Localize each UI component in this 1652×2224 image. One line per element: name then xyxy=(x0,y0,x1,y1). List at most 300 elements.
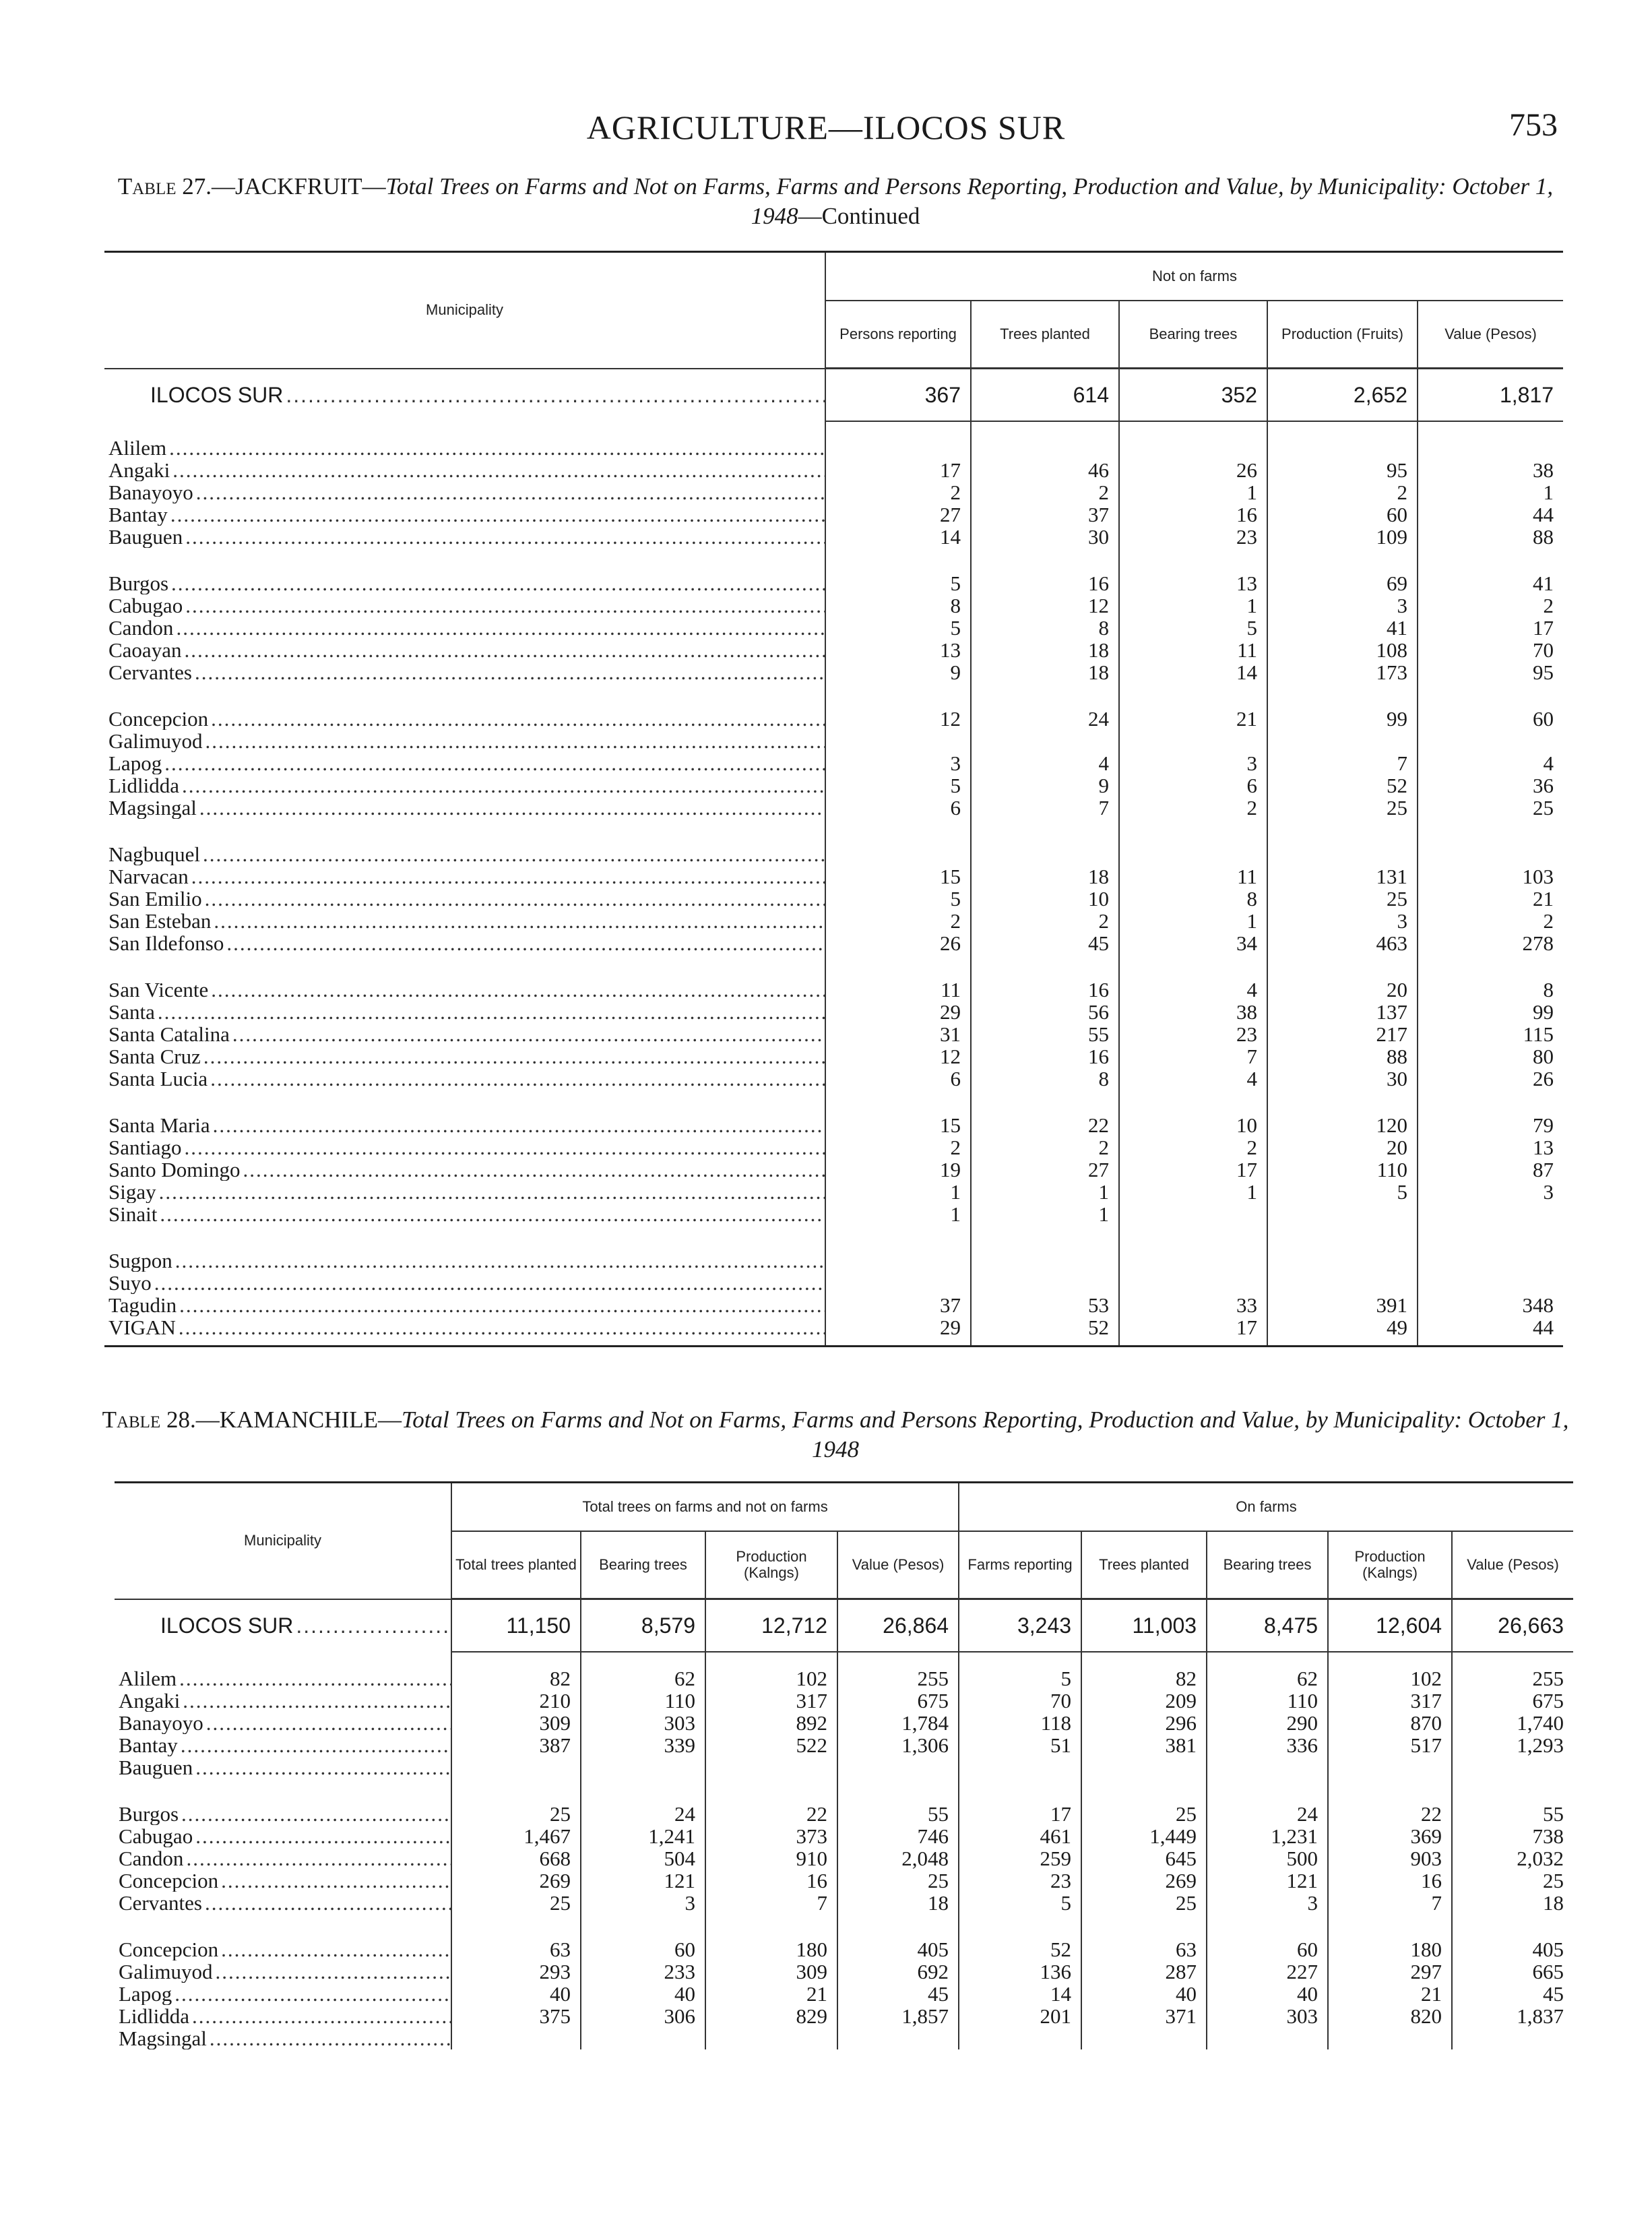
table-row xyxy=(104,708,1563,730)
table28-cell: 5 xyxy=(959,1892,1081,1914)
table28-column-header: Trees planted xyxy=(1081,1531,1207,1599)
table28-cell: 110 xyxy=(1207,1690,1328,1712)
table-row xyxy=(104,797,1563,819)
table28-cell: 1,857 xyxy=(837,2005,959,2027)
table27-cell: 5 xyxy=(825,572,971,594)
table-row xyxy=(104,594,1563,617)
table27-cell: 8 xyxy=(1119,888,1267,910)
table28-cell: 210 xyxy=(451,1690,581,1712)
table27-cell: 37 xyxy=(971,503,1119,526)
table27-cell: 103 xyxy=(1418,865,1563,888)
table28-cell: 25 xyxy=(1081,1892,1207,1914)
table28-cell: 180 xyxy=(705,1938,837,1960)
table28-cell: 297 xyxy=(1328,1960,1452,1983)
table27-cell: 45 xyxy=(971,932,1119,954)
table28-cell: 18 xyxy=(837,1892,959,1914)
table27-cell: 18 xyxy=(971,865,1119,888)
table27-cell xyxy=(1418,843,1563,865)
table28-cell: 309 xyxy=(451,1712,581,1734)
table28-cell: 2,048 xyxy=(837,1847,959,1870)
table28-cell: 24 xyxy=(1207,1803,1328,1825)
table28-cell: 102 xyxy=(1328,1667,1452,1690)
table27-cell: 49 xyxy=(1267,1316,1418,1338)
table28-cell: 309 xyxy=(705,1960,837,1983)
municipality-name: Concepcion ..... xyxy=(115,1938,451,1960)
table28-cell: 26,864 xyxy=(837,1599,959,1652)
table-row xyxy=(104,843,1563,865)
table28-cell xyxy=(959,1756,1081,1779)
table28-cell: 40 xyxy=(1207,1983,1328,2005)
table28-cell: 255 xyxy=(837,1667,959,1690)
table-row xyxy=(104,730,1563,752)
table27-cell xyxy=(1267,843,1418,865)
table27-cell xyxy=(1267,437,1418,459)
table28-cell: 60 xyxy=(1207,1938,1328,1960)
table27-cell: 26 xyxy=(1119,459,1267,481)
table28-cell: 504 xyxy=(581,1847,705,1870)
table28-cell: 522 xyxy=(705,1734,837,1756)
table27-cell xyxy=(1119,1272,1267,1294)
table28-cell: 11,150 xyxy=(451,1599,581,1652)
table28-cell: 102 xyxy=(705,1667,837,1690)
table-row xyxy=(104,865,1563,888)
table27-cell: 348 xyxy=(1418,1294,1563,1316)
table28-cell: 1,306 xyxy=(837,1734,959,1756)
table28-cell xyxy=(837,2027,959,2049)
table28-cell: 1,740 xyxy=(1452,1712,1573,1734)
municipality-name: Magsingal ..... xyxy=(115,2027,451,2049)
table27-cell: 1 xyxy=(971,1181,1119,1203)
table27-cell: 17 xyxy=(1418,617,1563,639)
table28-caption-lead: Table 28.—KAMANCHILE— xyxy=(102,1407,402,1433)
table27-cell: 30 xyxy=(971,526,1119,548)
table-row xyxy=(104,774,1563,797)
table28-cell: 70 xyxy=(959,1690,1081,1712)
table27-cell: 10 xyxy=(971,888,1119,910)
table-row xyxy=(104,526,1563,548)
table27-cell: 79 xyxy=(1418,1114,1563,1136)
table28-cell: 870 xyxy=(1328,1712,1452,1734)
table27-header-municipality: Municipality xyxy=(104,252,825,369)
table-row xyxy=(104,910,1563,932)
table28-cell: 63 xyxy=(1081,1938,1207,1960)
table28-cell: 23 xyxy=(959,1870,1081,1892)
table27-cell xyxy=(1418,1203,1563,1225)
table27-caption xyxy=(101,172,1570,231)
table27-cell: 1 xyxy=(1119,481,1267,503)
municipality-name: Narvacan ..... xyxy=(104,865,825,888)
table27-cell: 60 xyxy=(1267,503,1418,526)
table27-cell xyxy=(971,1272,1119,1294)
table27-cell: 38 xyxy=(1418,459,1563,481)
table28-cell: 209 xyxy=(1081,1690,1207,1712)
table27-cell: 4 xyxy=(1119,1068,1267,1090)
table27-cell: 5 xyxy=(825,617,971,639)
table28-cell: 373 xyxy=(705,1825,837,1847)
table28-cell: 233 xyxy=(581,1960,705,1983)
table27 xyxy=(104,251,1563,1347)
table28-header-on-farms: On farms xyxy=(959,1483,1573,1532)
table27-cell xyxy=(1119,1203,1267,1225)
table28-cell: 25 xyxy=(837,1870,959,1892)
table27-cell: 6 xyxy=(825,1068,971,1090)
page-header xyxy=(0,101,1652,155)
table28-cell xyxy=(1328,2027,1452,2049)
table28-cell: 738 xyxy=(1452,1825,1573,1847)
table-row xyxy=(115,1803,1573,1825)
table27-cell xyxy=(1418,437,1563,459)
table27-cell: 131 xyxy=(1267,865,1418,888)
table28-cell: 12,712 xyxy=(705,1599,837,1652)
table27-cell: 2 xyxy=(971,1136,1119,1159)
table27-cell: 53 xyxy=(971,1294,1119,1316)
table-row xyxy=(104,1045,1563,1068)
table27-cell: 2 xyxy=(1418,910,1563,932)
table27-cell xyxy=(1119,1249,1267,1272)
table27-caption-tail: —Continued xyxy=(798,203,920,229)
table28-cell: 26,663 xyxy=(1452,1599,1573,1652)
table27-cell: 18 xyxy=(971,639,1119,661)
table27-column-header: Value (Pesos) xyxy=(1418,301,1563,369)
municipality-name: Cervantes ..... xyxy=(115,1892,451,1914)
table-row xyxy=(104,1294,1563,1316)
table28-column-header: Value (Pesos) xyxy=(837,1531,959,1599)
table27-cell: 5 xyxy=(1267,1181,1418,1203)
total-row xyxy=(115,1599,1573,1652)
table27-cell: 46 xyxy=(971,459,1119,481)
table27-cell xyxy=(1267,1203,1418,1225)
municipality-name: Sinait ..... xyxy=(104,1203,825,1225)
table27-cell: 16 xyxy=(1119,503,1267,526)
table-row xyxy=(104,661,1563,683)
table27-cell: 15 xyxy=(825,865,971,888)
table27-cell: 33 xyxy=(1119,1294,1267,1316)
table28-cell: 40 xyxy=(451,1983,581,2005)
table27-cell: 2 xyxy=(971,481,1119,503)
table27-cell: 115 xyxy=(1418,1023,1563,1045)
table28-cell: 55 xyxy=(837,1803,959,1825)
table27-cell: 17 xyxy=(825,459,971,481)
municipality-name: Cabugao ..... xyxy=(115,1825,451,1847)
municipality-name: Bantay ..... xyxy=(104,503,825,526)
table27-cell xyxy=(971,843,1119,865)
table28-cell xyxy=(1207,2027,1328,2049)
table27-cell: 463 xyxy=(1267,932,1418,954)
municipality-name: San Ildefonso ..... xyxy=(104,932,825,954)
table28-column-header: Bearing trees xyxy=(581,1531,705,1599)
table27-cell: 2,652 xyxy=(1267,369,1418,422)
table27-cell xyxy=(1418,1272,1563,1294)
table-row xyxy=(104,1001,1563,1023)
table27-cell: 23 xyxy=(1119,526,1267,548)
table27-cell: 109 xyxy=(1267,526,1418,548)
table27-cell: 16 xyxy=(971,572,1119,594)
table27-cell: 3 xyxy=(1267,910,1418,932)
table27-cell: 37 xyxy=(825,1294,971,1316)
table27-cell: 3 xyxy=(825,752,971,774)
table27-cell xyxy=(825,1249,971,1272)
table28-cell: 405 xyxy=(1452,1938,1573,1960)
table28-cell: 369 xyxy=(1328,1825,1452,1847)
table27-cell: 99 xyxy=(1418,1001,1563,1023)
municipality-name: Concepcion ..... xyxy=(104,708,825,730)
table28-caption-title: Total Trees on Farms and Not on Farms, Farms and Persons Reporting, Production and Value, by Municipality: October 1, 1948 xyxy=(401,1407,1569,1462)
table28-cell: 11,003 xyxy=(1081,1599,1207,1652)
table28-cell: 3 xyxy=(1207,1892,1328,1914)
table28-cell: 17 xyxy=(959,1803,1081,1825)
table-row xyxy=(115,1938,1573,1960)
table28-cell: 201 xyxy=(959,2005,1081,2027)
table27-cell: 29 xyxy=(825,1316,971,1338)
table27-cell: 2 xyxy=(825,481,971,503)
table27-cell: 11 xyxy=(1119,639,1267,661)
table28-cell: 892 xyxy=(705,1712,837,1734)
table27-cell: 14 xyxy=(1119,661,1267,683)
table27-cell: 3 xyxy=(1119,752,1267,774)
municipality-name: San Emilio ..... xyxy=(104,888,825,910)
table28-cell: 317 xyxy=(705,1690,837,1712)
municipality-name: Lapog ..... xyxy=(104,752,825,774)
municipality-name: Banayoyo ..... xyxy=(115,1712,451,1734)
table27-cell: 13 xyxy=(1119,572,1267,594)
table27-cell: 1 xyxy=(1418,481,1563,503)
table27-cell: 8 xyxy=(971,1068,1119,1090)
table27-cell: 19 xyxy=(825,1159,971,1181)
table27-cell: 2 xyxy=(971,910,1119,932)
municipality-name: Sugpon ..... xyxy=(104,1249,825,1272)
table28-cell: 40 xyxy=(581,1983,705,2005)
table27-column-header: Trees planted xyxy=(971,301,1119,369)
table27-cell: 110 xyxy=(1267,1159,1418,1181)
table-row xyxy=(104,459,1563,481)
table-row xyxy=(115,1756,1573,1779)
table27-cell: 30 xyxy=(1267,1068,1418,1090)
table-row xyxy=(104,752,1563,774)
table-row xyxy=(104,617,1563,639)
municipality-name: Burgos ..... xyxy=(104,572,825,594)
table27-cell: 108 xyxy=(1267,639,1418,661)
table27-cell: 34 xyxy=(1119,932,1267,954)
table27-cell xyxy=(1267,730,1418,752)
municipality-name: VIGAN ..... xyxy=(104,1316,825,1338)
table28-cell: 500 xyxy=(1207,1847,1328,1870)
table-row xyxy=(104,1272,1563,1294)
table28-cell: 52 xyxy=(959,1938,1081,1960)
municipality-name: Santa Lucia ..... xyxy=(104,1068,825,1090)
table28-cell: 820 xyxy=(1328,2005,1452,2027)
table28-cell xyxy=(1328,1756,1452,1779)
municipality-name: Sigay ..... xyxy=(104,1181,825,1203)
table28-cell: 668 xyxy=(451,1847,581,1870)
municipality-name: Santa Catalina ..... xyxy=(104,1023,825,1045)
table-row xyxy=(104,481,1563,503)
table28-cell xyxy=(581,2027,705,2049)
table28-cell xyxy=(1452,1756,1573,1779)
page-number: 753 xyxy=(1509,107,1558,143)
table27-header-not-on-farms: Not on farms xyxy=(825,252,1563,301)
table28-cell xyxy=(451,2027,581,2049)
table28-cell: 180 xyxy=(1328,1938,1452,1960)
table27-cell: 10 xyxy=(1119,1114,1267,1136)
table28-cell xyxy=(1207,1756,1328,1779)
table28-cell: 25 xyxy=(451,1803,581,1825)
table28-cell: 829 xyxy=(705,2005,837,2027)
municipality-name: Angaki ..... xyxy=(104,459,825,481)
table28-cell: 118 xyxy=(959,1712,1081,1734)
table28-cell: 675 xyxy=(837,1690,959,1712)
table-row xyxy=(104,979,1563,1001)
municipality-name: Burgos ..... xyxy=(115,1803,451,1825)
table28-cell: 8,475 xyxy=(1207,1599,1328,1652)
table-row xyxy=(104,437,1563,459)
table28-cell: 18 xyxy=(1452,1892,1573,1914)
municipality-name: Santa ..... xyxy=(104,1001,825,1023)
table28-cell: 339 xyxy=(581,1734,705,1756)
table28-cell xyxy=(705,1756,837,1779)
table28-cell: 2,032 xyxy=(1452,1847,1573,1870)
municipality-name: Candon ..... xyxy=(115,1847,451,1870)
table28-cell: 1,449 xyxy=(1081,1825,1207,1847)
table27-cell: 1 xyxy=(825,1181,971,1203)
table27-cell: 217 xyxy=(1267,1023,1418,1045)
table-row xyxy=(104,1181,1563,1203)
table27-cell: 5 xyxy=(825,774,971,797)
table27-cell: 56 xyxy=(971,1001,1119,1023)
table28-cell: 22 xyxy=(705,1803,837,1825)
table28-cell xyxy=(1081,2027,1207,2049)
table27-cell: 3 xyxy=(1418,1181,1563,1203)
table27-cell: 7 xyxy=(1119,1045,1267,1068)
table28-cell: 45 xyxy=(837,1983,959,2005)
table28-cell: 24 xyxy=(581,1803,705,1825)
table27-cell xyxy=(1119,730,1267,752)
table27-cell: 12 xyxy=(971,594,1119,617)
table28-cell: 387 xyxy=(451,1734,581,1756)
table27-cell: 36 xyxy=(1418,774,1563,797)
table27-cell: 4 xyxy=(1119,979,1267,1001)
table27-cell: 44 xyxy=(1418,503,1563,526)
table28-cell: 12,604 xyxy=(1328,1599,1452,1652)
table28-cell xyxy=(451,1756,581,1779)
table27-cell: 1 xyxy=(825,1203,971,1225)
table27-cell: 38 xyxy=(1119,1001,1267,1023)
table-row xyxy=(115,2005,1573,2027)
municipality-name: Bauguen ..... xyxy=(115,1756,451,1779)
table28-cell: 381 xyxy=(1081,1734,1207,1756)
table28-cell: 665 xyxy=(1452,1960,1573,1983)
table-row xyxy=(115,2027,1573,2049)
table27-column-header: Bearing trees xyxy=(1119,301,1267,369)
table27-cell xyxy=(825,1272,971,1294)
table27-cell: 8 xyxy=(825,594,971,617)
table27-cell: 367 xyxy=(825,369,971,422)
table28-cell: 675 xyxy=(1452,1690,1573,1712)
table27-column-header: Production (Fruits) xyxy=(1267,301,1418,369)
table27-cell: 95 xyxy=(1267,459,1418,481)
table27-cell: 2 xyxy=(1418,594,1563,617)
table27-cell: 352 xyxy=(1119,369,1267,422)
municipality-name: Lidlidda ..... xyxy=(115,2005,451,2027)
table28-cell xyxy=(705,2027,837,2049)
table27-cell: 95 xyxy=(1418,661,1563,683)
table-row xyxy=(115,1983,1573,2005)
table28-cell: 317 xyxy=(1328,1690,1452,1712)
table28-cell xyxy=(837,1756,959,1779)
table27-cell: 44 xyxy=(1418,1316,1563,1338)
table28-cell: 62 xyxy=(1207,1667,1328,1690)
table28-column-header: Production (Kalngs) xyxy=(1328,1531,1452,1599)
table-row xyxy=(104,639,1563,661)
municipality-name: Galimuyod ..... xyxy=(115,1960,451,1983)
table27-cell: 120 xyxy=(1267,1114,1418,1136)
municipality-name: Alilem ..... xyxy=(104,437,825,459)
table27-cell: 15 xyxy=(825,1114,971,1136)
table27-cell: 69 xyxy=(1267,572,1418,594)
table28-cell: 1,231 xyxy=(1207,1825,1328,1847)
table27-cell: 80 xyxy=(1418,1045,1563,1068)
table28-cell: 290 xyxy=(1207,1712,1328,1734)
municipality-name: Nagbuquel ..... xyxy=(104,843,825,865)
table28-cell: 3 xyxy=(581,1892,705,1914)
table27-cell xyxy=(971,437,1119,459)
table-row xyxy=(104,1068,1563,1090)
table28-column-header: Value (Pesos) xyxy=(1452,1531,1573,1599)
table27-cell: 5 xyxy=(1119,617,1267,639)
table28-cell: 746 xyxy=(837,1825,959,1847)
municipality-name: Bauguen ..... xyxy=(104,526,825,548)
table-row xyxy=(115,1734,1573,1756)
table27-cell: 4 xyxy=(971,752,1119,774)
table28-cell: 14 xyxy=(959,1983,1081,2005)
table27-cell: 2 xyxy=(1267,481,1418,503)
table27-cell: 87 xyxy=(1418,1159,1563,1181)
table28-cell: 82 xyxy=(451,1667,581,1690)
table28-column-header: Production (Kalngs) xyxy=(705,1531,837,1599)
table27-cell: 16 xyxy=(971,1045,1119,1068)
municipality-name: Lapog ..... xyxy=(115,1983,451,2005)
table27-cell xyxy=(971,1249,1119,1272)
municipality-name: Angaki ..... xyxy=(115,1690,451,1712)
table28-column-header: Bearing trees xyxy=(1207,1531,1328,1599)
table-row xyxy=(104,1249,1563,1272)
municipality-name: Galimuyod ..... xyxy=(104,730,825,752)
table27-cell: 41 xyxy=(1418,572,1563,594)
table27-cell: 1,817 xyxy=(1418,369,1563,422)
table27-cell: 26 xyxy=(1418,1068,1563,1090)
table27-cell: 278 xyxy=(1418,932,1563,954)
table28-cell: 82 xyxy=(1081,1667,1207,1690)
table27-cell: 21 xyxy=(1418,888,1563,910)
table28-cell: 375 xyxy=(451,2005,581,2027)
table27-cell: 13 xyxy=(1418,1136,1563,1159)
table28-header-municipality: Municipality xyxy=(115,1483,451,1599)
municipality-name: ILOCOS SUR ..... xyxy=(104,369,825,422)
table28-cell: 110 xyxy=(581,1690,705,1712)
table28-cell: 255 xyxy=(1452,1667,1573,1690)
table27-cell: 11 xyxy=(1119,865,1267,888)
table-row xyxy=(115,1960,1573,1983)
table28-caption xyxy=(101,1405,1570,1464)
table27-cell: 25 xyxy=(1267,797,1418,819)
table-row xyxy=(104,1316,1563,1338)
table28-cell: 269 xyxy=(451,1870,581,1892)
table28-cell: 303 xyxy=(1207,2005,1328,2027)
table27-cell xyxy=(1418,1249,1563,1272)
table27-cell: 31 xyxy=(825,1023,971,1045)
table27-cell: 1 xyxy=(1119,594,1267,617)
table28-cell: 1,241 xyxy=(581,1825,705,1847)
total-row xyxy=(104,369,1563,422)
